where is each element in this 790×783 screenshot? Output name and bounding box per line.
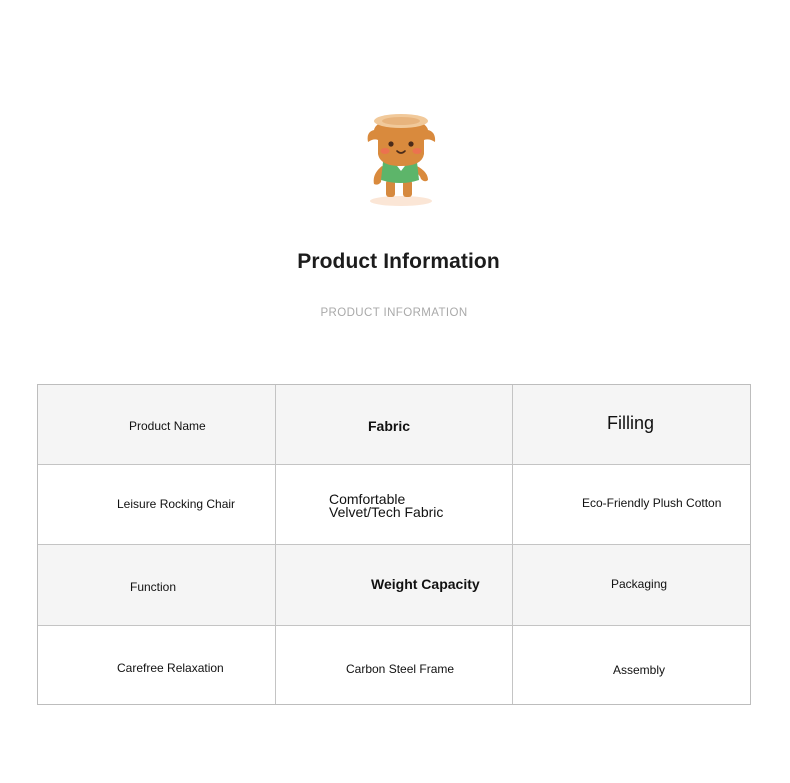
table-cell: Weight Capacity [371,576,480,592]
table-cell: Packaging [611,577,668,591]
column-divider [275,385,276,704]
page-title: Product Information [297,250,500,273]
page-subtitle: PRODUCT INFORMATION [320,307,468,319]
row-divider [38,625,750,626]
table-cell: Product Name [129,419,206,433]
column-divider [512,385,513,704]
row-divider [38,464,750,465]
table-cell: Assembly [613,663,666,677]
table-cell: Fabric [368,418,411,434]
table-cell: Function [130,580,177,594]
table-cell: Comfortable Velvet/Tech Fabric [329,491,444,520]
table-cell: Carefree Relaxation [117,661,224,675]
table-cell: Eco-Friendly Plush Cotton [582,496,722,510]
table-cell: Filling [607,413,655,433]
tree-stump-mascot-icon [362,108,442,210]
table-cell: Carbon Steel Frame [346,662,455,676]
product-info-table [37,384,751,705]
row-divider [38,544,750,545]
table-cell: Leisure Rocking Chair [117,497,236,511]
